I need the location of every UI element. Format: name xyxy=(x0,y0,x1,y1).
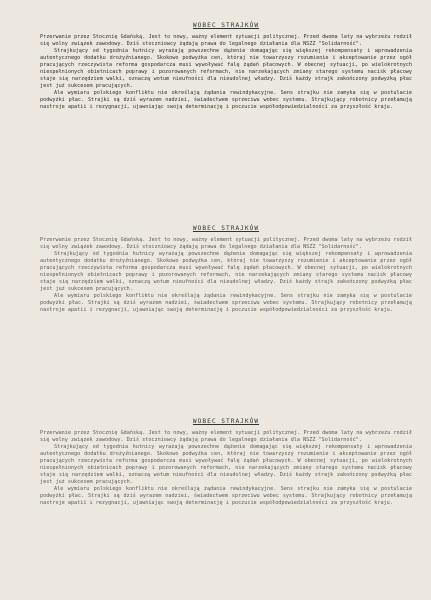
paragraph: Strajkujący od tygodnia hutnicy wyrażają powszechne dążenie domagając się większej rekompensaty i wprowadzenia autentycznego dodatku drożyźnianego. Skokowo podwyżka cen, któraj nie towarzyszy rozumienie i akceptowanie przez ogół pracujących rzeczywista reforma gospodarcza musi wywoływać falę żądań płacowych. W obecnej sytuacji, po wielokrotnych niespełnionych obietnicach poprawy i pozorowanych reformach, nie narzekających zmiany starego systemu nacisk płacowy staje się narzędziem walki, oznaczą wotum nieufności dla nieudolnej władzy. Dziś każdy strajk zakończony podwyżką płac jest już sukcesem pracujących. xyxy=(40,251,412,293)
paragraph: Przerwanie przez Stocznię Gdańską. Jest to nowy, ważny element sytuacji politycznej. Przed dwoma laty na wybrzeżu rodził się wolny związek zawodowy. Dziś stoczniowcy żądają prawa do legalnego działania dla NSZZ "Solidarność". xyxy=(40,34,412,48)
paragraph: Przerwanie przez Stocznię Gdańską. Jest to nowy, ważny element sytuacji politycznej. Przed dwoma laty na wybrzeżu rodził się wolny związek zawodowy. Dziś stoczniowcy żądają prawa do legalnego działania dla NSZZ "Solidarność". xyxy=(40,237,412,251)
section-heading: WOBEC STRAJKÓW xyxy=(192,22,260,29)
paragraph: Ale wymiaru polskiego konfliktu nie określają żądania rewindykacyjne. Sens strajku nie zamyka się w postulacie podwyżki płac. Strajki są dziś wyrazem nadziei, świadectwem sprzeciwu wobec systemu. Strajkujący robotnicy przełamują nastroje apatii i rezygnacji, ujawniając swoją determinację i poczucie współodpowiedzialności za przyszłość kraju. xyxy=(40,486,412,507)
section-heading: WOBEC STRAJKÓW xyxy=(192,418,260,425)
paragraph: Ale wymiaru polskiego konfliktu nie określają żądania rewindykacyjne. Sens strajku nie zamyka się w postulacie podwyżki płac. Strajki są dziś wyrazem nadziei, świadectwem sprzeciwu wobec systemu. Strajkujący robotnicy przełamują nastroje apatii i rezygnacji, ujawniając swoją determinację i poczucie współodpowiedzialności za przyszłość kraju. xyxy=(40,293,412,314)
paragraph: Strajkujący od tygodnia hutnicy wyrażają powszechne dążenie domagając się większej rekompensaty i wprowadzenia autentycznego dodatku drożyźnianego. Skokowo podwyżka cen, któraj nie towarzyszy rozumienie i akceptowanie przez ogół pracujących rzeczywista reforma gospodarcza musi wywoływać falę żądań płacowych. W obecnej sytuacji, po wielokrotnych niespełnionych obietnicach poprawy i pozorowanych reformach, nie narzekających zmiany starego systemu nacisk płacowy staje się narzędziem walki, oznaczą wotum nieufności dla nieudolnej władzy. Dziś każdy strajk zakończony podwyżką płac jest już sukcesem pracujących. xyxy=(40,48,412,90)
paragraph: Przerwanie przez Stocznię Gdańską. Jest to nowy, ważny element sytuacji politycznej. Przed dwoma laty na wybrzeżu rodził się wolny związek zawodowy. Dziś stoczniowcy żądają prawa do legalnego działania dla NSZZ "Solidarność". xyxy=(40,430,412,444)
section-heading: WOBEC STRAJKÓW xyxy=(192,225,260,232)
section-2 xyxy=(40,225,412,315)
section-3 xyxy=(40,418,412,508)
paragraph: Ale wymiaru polskiego konfliktu nie określają żądania rewindykacyjne. Sens strajku nie zamyka się w postulacie podwyżki płac. Strajki są dziś wyrazem nadziei, świadectwem sprzeciwu wobec systemu. Strajkujący robotnicy przełamują nastroje apatii i rezygnacji, ujawniając swoją determinację i poczucie współodpowiedzialności za przyszłość kraju. xyxy=(40,90,412,111)
section-1 xyxy=(40,22,412,112)
paragraph: Strajkujący od tygodnia hutnicy wyrażają powszechne dążenie domagając się większej rekompensaty i wprowadzenia autentycznego dodatku drożyźnianego. Skokowo podwyżka cen, któraj nie towarzyszy rozumienie i akceptowanie przez ogół pracujących rzeczywista reforma gospodarcza musi wywoływać falę żądań płacowych. W obecnej sytuacji, po wielokrotnych niespełnionych obietnicach poprawy i pozorowanych reformach, nie narzekających zmiany starego systemu nacisk płacowy staje się narzędziem walki, oznaczą wotum nieufności dla nieudolnej władzy. Dziś każdy strajk zakończony podwyżką płac jest już sukcesem pracujących. xyxy=(40,444,412,486)
